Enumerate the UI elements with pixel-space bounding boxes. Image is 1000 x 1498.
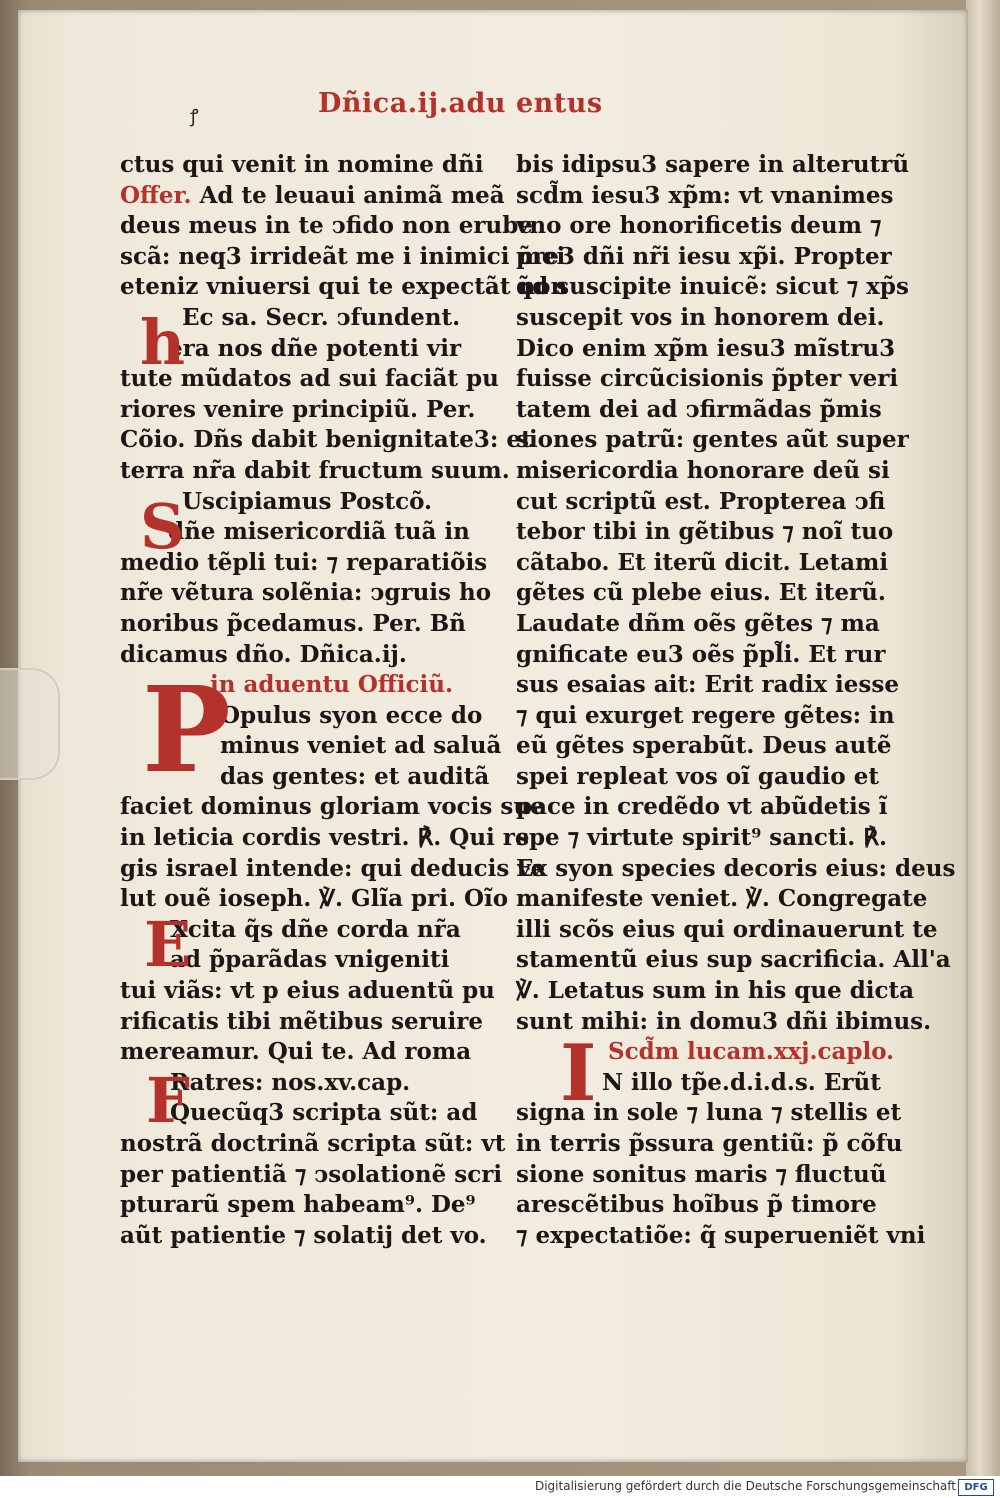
initial-f: F [146, 1064, 191, 1137]
text-line: scd̃m iesu3 xp̃m: vt vnanimes [516, 181, 894, 209]
text-line: eteniz vniuersi qui te expectãt non [120, 273, 568, 301]
text-line: bis idipsu3 sapere in alterutrũ [516, 151, 910, 178]
text-line: Dico enim xp̃m iesu3 mĩstru3 [516, 334, 896, 362]
text-line: minus veniet ad saluã [220, 732, 502, 760]
text-line: q̃d suscipite inuicẽ: sicut ⁊ xp̃s [516, 273, 909, 301]
text-line: illi scõs eius qui ordinauerunt te [516, 915, 938, 943]
text-line: eũ gẽtes sperabũt. Deus autẽ [516, 732, 892, 760]
text-line: manifeste veniet. ℣. Congregate [516, 885, 928, 913]
text-line: Xcita q̃s dñe corda nr̃a [170, 915, 461, 943]
text-line: riores venire principiũ. Per. [120, 395, 476, 423]
text-line: scã: neq3 irrideãt me i inimici mei [120, 242, 566, 270]
text-line: vno ore honorificetis deum ⁊ [516, 212, 882, 240]
text-line: era nos dñe potenti vir [168, 334, 462, 362]
text-line: dñe misericordiã tuã in [168, 518, 470, 546]
text-line: misericordia honorare deũ si [516, 456, 890, 484]
text-line: mereamur. Qui te. Ad roma [120, 1038, 472, 1066]
text-line: sunt mihi: in domu3 dñi ibimus. [516, 1007, 932, 1035]
text-line: aũt patientie ⁊ solatij det vo. [120, 1221, 487, 1249]
text-line: tute mũdatos ad sui faciãt pu [120, 365, 499, 393]
text-line: tatem dei ad ↄfirmãdas p̃mis [516, 395, 882, 423]
text-line: pturarũ spem habeam⁹. De⁹ [120, 1191, 476, 1219]
text-line: deus meus in te ↄfido non erube [120, 212, 533, 240]
text-line: Offer. Ad te leuaui animã meã [120, 181, 505, 209]
text-line: Ec sa. Secr. ↄfundent. [182, 303, 461, 331]
text-line: spei repleat vos oĩ gaudio et [516, 762, 880, 790]
text-line: medio tẽpli tui: ⁊ reparatiõis [120, 548, 488, 576]
text-line: nostrã doctrinã scripta sũt: vt [120, 1130, 506, 1157]
text-line: faciet dominus gloriam vocis sue [120, 793, 545, 821]
text-line: cãtabo. Et iterũ dicit. Letami [516, 548, 889, 576]
folio-mark: ꝭ [190, 106, 199, 127]
text-line: gnificate eu3 oẽs p̃pl̃i. Et rur [516, 640, 886, 668]
text-line-rubric: Scd̃m lucam.xxj.caplo. [608, 1038, 895, 1066]
text-line: siones patrũ: gentes aũt super [516, 426, 909, 454]
rubric-offer: Offer. [120, 181, 192, 209]
text-line: noribus p̃cedamus. Per. Bñ [120, 609, 466, 637]
initial-h: h [140, 306, 186, 379]
text-line: rificatis tibi mẽtibus seruire [120, 1007, 483, 1035]
text-line: suscepit vos in honorem dei. [516, 303, 885, 331]
text-line: sione sonitus maris ⁊ fluctuũ [516, 1160, 887, 1188]
text-line: nr̃e vẽtura solẽnia: ↄgruis ho [120, 579, 492, 607]
text-line: lut ouẽ ioseph. ℣. Glĩa pri. Oĩo [120, 885, 509, 913]
text-line: gis israel intende: qui deducis ve [120, 854, 546, 882]
text-line: ℣. Letatus sum in his que dicta [516, 977, 915, 1005]
text-line: N illo tp̃e.d.i.d.s. Erũt [602, 1068, 881, 1096]
initial-s: S [140, 490, 185, 563]
text-line: Laudate dñm oẽs gẽtes ⁊ ma [516, 609, 880, 637]
text-line: Ex syon species decoris eius: deus [516, 854, 956, 882]
text-line: gẽtes cũ plebe eius. Et iterũ. [516, 579, 886, 607]
text-line: Opulus syon ecce do [220, 701, 483, 729]
text-line: Ratres: nos.xv.cap. [170, 1068, 411, 1096]
text-line-rubric: in aduentu Officiũ. [210, 671, 454, 699]
text-line: signa in sole ⁊ luna ⁊ stellis et [516, 1099, 902, 1127]
text-line: ad p̃parãdas vnigeniti [170, 946, 450, 974]
text-line: ⁊ qui exurget regere gẽtes: in [516, 701, 895, 729]
text-line: terra nr̃a dabit fructum suum. [120, 456, 510, 484]
page-clip [0, 668, 60, 780]
text-line: das gentes: et auditã [220, 762, 490, 790]
text-line: cut scriptũ est. Propterea ↄfi [516, 487, 886, 515]
initial-i: I [560, 1028, 597, 1119]
running-header: Dñica.ij.adu entus [318, 88, 603, 119]
text-line: Cõio. Dñs dabit benignitate3: et [120, 426, 532, 454]
initial-p: P [142, 660, 231, 799]
text-line: in leticia cordis vestri. ℟. Qui re [120, 824, 530, 852]
text-line: ⁊ expectatiõe: q̃ superueniẽt vni [516, 1221, 926, 1249]
text-line: arescẽtibus hoĩbus p̃ timore [516, 1191, 877, 1219]
funding-notice: Digitalisierung gefördert durch die Deutsche Forschungsgemeinschaft [534, 1479, 956, 1493]
text-line: tui viãs: vt p eius aduentũ pu [120, 977, 495, 1005]
text-line: stamentũ eius sup sacrificia. All'a [516, 946, 951, 974]
text-line: p̃re3 dñi nr̃i iesu xp̃i. Propter [516, 242, 892, 270]
text-line: per patientiã ⁊ ↄsolationẽ scri [120, 1160, 503, 1188]
text-line: Uscipiamus Postcõ. [182, 487, 433, 515]
text-line: sus esaias ait: Erit radix iesse [516, 671, 899, 699]
initial-e: E [144, 908, 192, 981]
text-line: ctus qui venit in nomine dñi [120, 151, 484, 178]
text-line: fuisse circũcisionis p̃pter veri [516, 365, 899, 393]
dfg-logo: DFG [958, 1479, 994, 1496]
text-line: pace in credẽdo vt abũdetis ĩ [516, 793, 888, 821]
text-line: tebor tibi in gẽtibus ⁊ noĩ tuo [516, 518, 894, 546]
footer-bar [0, 1476, 1000, 1498]
text-line: dicamus dño. Dñica.ij. [120, 640, 407, 668]
facing-page-edge [966, 0, 1000, 1476]
text-line: Quecũq3 scripta sũt: ad [170, 1099, 478, 1127]
text-line: spe ⁊ virtute spirit⁹ sancti. ℟. [516, 824, 887, 852]
text-line: in terris p̃ssura gentiũ: p̃ cõfu [516, 1130, 903, 1157]
